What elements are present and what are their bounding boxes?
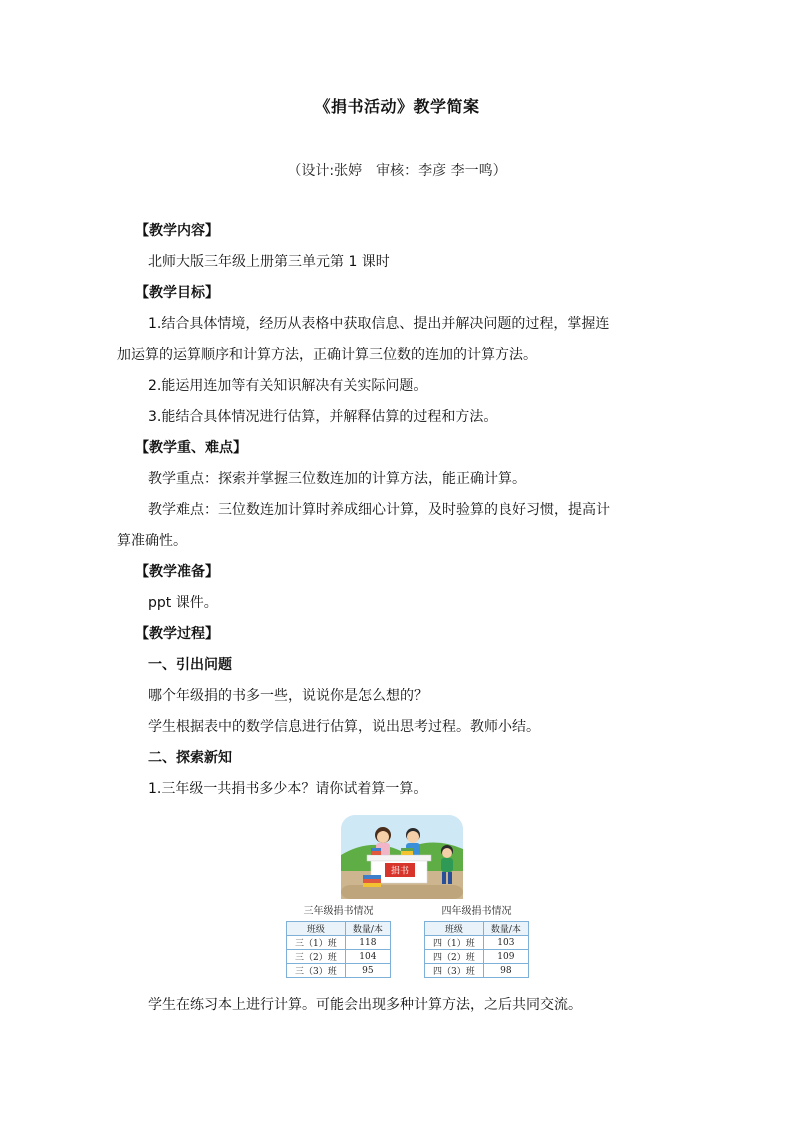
- cell-quantity: 103: [483, 936, 528, 950]
- content-text: 北师大版三年级上册第三单元第 1 课时: [148, 254, 390, 270]
- grade4-table: [424, 921, 529, 978]
- grade4-table-caption: 四年级捐书情况: [441, 906, 512, 917]
- table-row: [287, 950, 391, 964]
- section-heading-process: 【教学过程】: [135, 626, 219, 642]
- cell-quantity: 118: [345, 936, 390, 950]
- section-heading-preparation: 【教学准备】: [135, 564, 219, 580]
- cell-class: 三（2）班: [287, 950, 346, 964]
- table-row: [287, 936, 391, 950]
- header-quantity: 数量/本: [483, 922, 528, 936]
- cell-class: 三（3）班: [287, 964, 346, 978]
- header-class: 班级: [425, 922, 484, 936]
- cell-quantity: 104: [345, 950, 390, 964]
- book-donation-illustration: [341, 815, 463, 899]
- grade3-table: [286, 921, 391, 978]
- document-credits: （设计:张婷 审核：李彦 李一鸣）: [287, 163, 507, 179]
- table-header-row: [425, 922, 529, 936]
- cell-class: 四（2）班: [425, 950, 484, 964]
- donation-tables: [286, 903, 531, 983]
- cell-quantity: 98: [483, 964, 528, 978]
- difficulty-line-1: 教学难点：三位数连加计算时养成细心计算，及时验算的良好习惯，提高计: [148, 502, 610, 518]
- part-1-question: 哪个年级捐的书多一些，说说你是怎么想的？: [148, 688, 428, 704]
- section-heading-content: 【教学内容】: [135, 223, 219, 239]
- closing-text: 学生在练习本上进行计算。可能会出现多种计算方法，之后共同交流。: [148, 997, 582, 1013]
- part-2-heading: 二、探索新知: [148, 750, 232, 766]
- cell-quantity: 95: [345, 964, 390, 978]
- difficulty-line-2: 算准确性。: [117, 533, 187, 549]
- cell-class: 四（1）班: [425, 936, 484, 950]
- donation-sign-text: 捐书: [390, 866, 410, 877]
- document-title: 《捐书活动》教学简案: [314, 97, 480, 116]
- part-2-question: 1.三年级一共捐书多少本？请你试着算一算。: [148, 781, 428, 797]
- table-row: [425, 950, 529, 964]
- goal-2: 2.能运用连加等有关知识解决有关实际问题。: [148, 378, 428, 394]
- table-row: [425, 936, 529, 950]
- cell-class: 四（3）班: [425, 964, 484, 978]
- grade4-table-block: [424, 903, 529, 978]
- table-header-row: [287, 922, 391, 936]
- grade3-table-caption: 三年级捐书情况: [303, 906, 374, 917]
- cell-class: 三（1）班: [287, 936, 346, 950]
- part-1-answer: 学生根据表中的数学信息进行估算，说出思考过程。教师小结。: [148, 719, 540, 735]
- goal-3: 3.能结合具体情况进行估算，并解释估算的过程和方法。: [148, 409, 498, 425]
- key-point-text: 教学重点：探索并掌握三位数连加的计算方法，能正确计算。: [148, 471, 526, 487]
- table-row: [425, 964, 529, 978]
- goal-1-line-2: 加运算的运算顺序和计算方法，正确计算三位数的连加的计算方法。: [117, 347, 537, 363]
- section-heading-goals: 【教学目标】: [135, 285, 219, 301]
- table-row: [287, 964, 391, 978]
- grade3-table-block: [286, 903, 391, 978]
- document-body: [117, 216, 677, 805]
- header-class: 班级: [287, 922, 346, 936]
- goal-1-line-1: 1.结合具体情境，经历从表格中获取信息、提出并解决问题的过程，掌握连: [148, 316, 610, 332]
- cell-quantity: 109: [483, 950, 528, 964]
- preparation-text: ppt 课件。: [148, 595, 218, 611]
- part-1-heading: 一、引出问题: [148, 657, 232, 673]
- section-heading-key-points: 【教学重、难点】: [135, 440, 247, 456]
- header-quantity: 数量/本: [345, 922, 390, 936]
